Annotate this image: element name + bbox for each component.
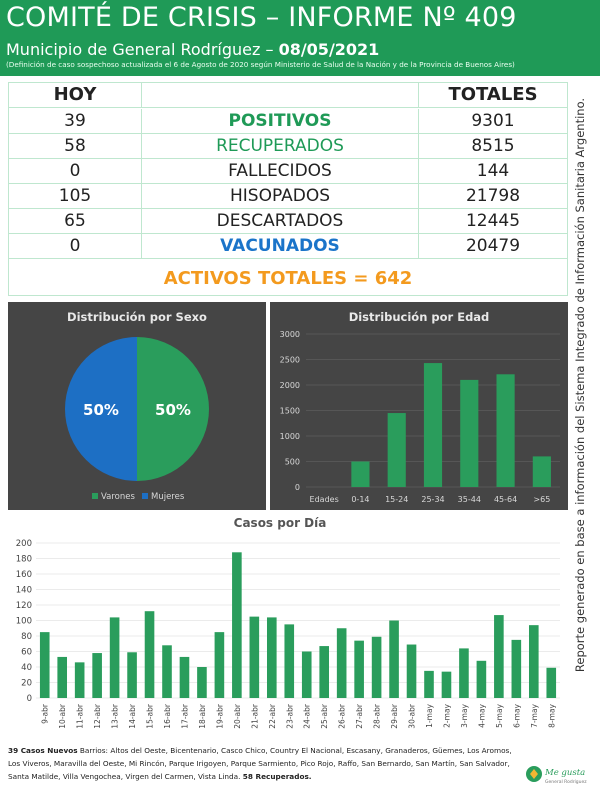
x-tick-label: 15-abr <box>145 704 155 729</box>
x-tick-label: 25-abr <box>320 704 330 729</box>
report-header <box>0 0 600 76</box>
total-value: 12445 <box>465 211 521 231</box>
age-bar-chart <box>270 302 568 510</box>
y-tick-label: 200 <box>15 539 32 549</box>
x-tick-label: 11-abr <box>75 704 85 729</box>
daily-bar <box>494 615 504 698</box>
daily-bar <box>75 662 85 698</box>
y-tick-label: 60 <box>21 647 32 658</box>
row-label: FALLECIDOS <box>142 159 419 183</box>
x-tick-label: 35-44 <box>457 495 481 504</box>
row-label: HISOPADOS <box>142 184 419 208</box>
y-tick-label: 120 <box>15 601 32 611</box>
x-tick-label: 6-may <box>512 704 522 728</box>
x-tick-label: 0-14 <box>351 495 370 504</box>
recovered-count: 58 Recuperados. <box>242 772 312 781</box>
x-tick-label: 17-abr <box>180 704 190 729</box>
pie-label: 50% <box>155 401 191 419</box>
x-tick-label: 20-abr <box>232 704 242 729</box>
x-tick-label: 5-may <box>494 704 504 728</box>
hoy-value: 0 <box>9 234 142 258</box>
x-tick-label: 4-may <box>477 704 487 728</box>
footer-text <box>8 744 518 783</box>
summary-table <box>8 82 568 296</box>
daily-bar <box>110 617 120 698</box>
y-tick-label: 180 <box>15 554 32 565</box>
x-tick-label: 45-64 <box>493 495 518 504</box>
municipality-logo <box>524 760 594 790</box>
total-value: 20479 <box>465 236 521 256</box>
barrios-list: Barrios: Altos del Oeste, Bicentenario, Casco Chico, Country El Nacional, Escasany, Granaderos, Güemes, Los Aromos, Los Viveros, Maravilla del Oeste, Mi Rincón, Parque Irigoyen, Parque Sarmiento, Pico Rojo, Raffo, San Bernardo, San Martín, San Salvador, Santa Matilde, Villa Vengochea, Virgen del Carmen, Vista Linda. <box>8 746 512 781</box>
x-tick-label: 22-abr <box>267 704 277 729</box>
daily-bar <box>546 668 556 698</box>
row-label: RECUPERADOS <box>142 134 419 158</box>
col-hoy-header: HOY <box>9 83 142 107</box>
daily-bar <box>40 632 50 698</box>
x-tick-label: 18-abr <box>197 704 207 729</box>
total-value: 9301 <box>471 111 515 131</box>
y-tick-label: 3000 <box>279 330 300 339</box>
x-tick-label: 10-abr <box>58 704 68 729</box>
table-row <box>9 209 567 234</box>
side-note-text: Reporte generado en base a información del Sistema Integrado de Información Sanitaria Argentino. <box>573 97 587 673</box>
y-tick-label: 100 <box>15 616 32 627</box>
age-bar <box>424 363 442 487</box>
daily-bar <box>162 645 172 698</box>
x-tick-label: 2-may <box>442 704 452 728</box>
daily-bar <box>389 621 399 699</box>
report-date: 08/05/2021 <box>278 40 380 59</box>
x-tick-label: 1-may <box>425 704 434 728</box>
y-tick-label: 1500 <box>279 406 300 416</box>
hoy-value: 58 <box>9 134 142 158</box>
x-tick-label: 19-abr <box>215 704 225 729</box>
y-tick-label: 1000 <box>279 432 300 441</box>
table-row <box>9 159 567 184</box>
x-tick-label: 16-abr <box>163 704 172 729</box>
x-tick-label: 29-abr <box>390 704 400 729</box>
daily-bar <box>92 653 102 698</box>
daily-bar <box>267 617 277 698</box>
hoy-value: 105 <box>9 184 142 208</box>
daily-bar <box>284 624 294 698</box>
daily-bar <box>302 652 312 699</box>
x-tick-label: 26-abr <box>337 704 347 729</box>
y-tick-label: 0 <box>294 483 300 492</box>
total-value: 21798 <box>465 186 521 206</box>
daily-bar <box>477 661 487 698</box>
daily-bar <box>512 640 522 698</box>
y-tick-label: 40 <box>21 663 32 673</box>
daily-bar <box>337 628 347 698</box>
daily-bar <box>354 641 364 698</box>
daily-bar <box>407 645 417 698</box>
definition-note: (Definición de caso sospechoso actualizada el 6 de Agosto de 2020 según Ministerio de Salud de la Nación y de la Provincia de Buenos Aires) <box>6 60 515 69</box>
x-tick-label: Edades <box>309 495 339 504</box>
legend-swatch <box>142 493 148 499</box>
table-row <box>9 109 567 134</box>
x-tick-label: 15-24 <box>385 495 409 504</box>
daily-bar <box>372 637 382 698</box>
table-row <box>9 184 567 209</box>
y-tick-label: 2000 <box>279 381 300 390</box>
legend-label: Varones <box>101 492 135 502</box>
logo-line2: General Rodríguez <box>545 780 587 785</box>
daily-bar <box>424 671 434 698</box>
x-tick-label: 27-abr <box>355 704 365 729</box>
y-tick-label: 80 <box>21 632 32 642</box>
age-bar <box>388 413 406 487</box>
x-tick-label: 8-may <box>547 704 557 728</box>
y-tick-label: 160 <box>15 570 32 580</box>
table-row <box>9 134 567 159</box>
logo-line1: Me gusta <box>545 768 586 778</box>
daily-bar <box>529 625 539 698</box>
x-tick-label: 12-abr <box>93 704 103 729</box>
daily-bar <box>319 646 329 698</box>
col-label-header <box>142 83 419 107</box>
legend-label: Mujeres <box>151 492 185 502</box>
report-title: COMITÉ DE CRISIS – INFORME Nº 409 <box>6 2 517 33</box>
activos-totales: ACTIVOS TOTALES = 642 <box>163 268 413 289</box>
daily-cases-chart <box>0 533 565 743</box>
hoy-value: 39 <box>9 109 142 133</box>
age-distribution-panel <box>270 302 568 510</box>
sex-chart-title: Distribución por Sexo <box>67 310 207 324</box>
age-bar <box>351 462 369 488</box>
daily-bar <box>232 552 242 698</box>
pie-label: 50% <box>83 401 119 419</box>
daily-bar <box>57 657 67 698</box>
x-tick-label: 24-abr <box>302 704 312 729</box>
x-tick-label: >65 <box>533 495 551 504</box>
row-label: DESCARTADOS <box>142 209 419 233</box>
x-tick-label: 23-abr <box>285 704 295 729</box>
sex-distribution-panel <box>8 302 266 510</box>
x-tick-label: 25-34 <box>421 495 445 504</box>
report-subtitle: Municipio de General Rodríguez – 08/05/2021 <box>6 40 380 59</box>
x-tick-label: 13-abr <box>110 704 120 729</box>
hoy-value: 0 <box>9 159 142 183</box>
age-bar <box>497 374 515 487</box>
x-tick-label: 9-abr <box>40 704 50 724</box>
legend-swatch <box>92 493 98 499</box>
daily-bar <box>215 632 225 698</box>
x-tick-label: 21-abr <box>250 704 260 729</box>
x-tick-label: 30-abr <box>407 704 417 729</box>
y-tick-label: 140 <box>15 585 32 596</box>
y-tick-label: 0 <box>26 694 32 704</box>
age-bar <box>460 380 478 487</box>
age-bar <box>533 456 551 487</box>
table-header-row <box>9 83 567 108</box>
hoy-value: 65 <box>9 209 142 233</box>
daily-bar <box>459 648 469 698</box>
x-tick-label: 14-abr <box>128 704 138 729</box>
daily-bar <box>127 652 137 698</box>
daily-bar <box>197 667 207 698</box>
x-tick-label: 7-may <box>529 704 539 728</box>
sex-pie-chart <box>8 302 266 510</box>
daily-bar <box>145 611 155 698</box>
new-cases-count: 39 Casos Nuevos <box>8 746 78 755</box>
total-value: 144 <box>476 161 510 181</box>
daily-bar <box>180 657 190 698</box>
row-label: POSITIVOS <box>142 109 419 133</box>
age-chart-title: Distribución por Edad <box>348 310 490 324</box>
daily-bar <box>442 672 452 698</box>
total-value: 8515 <box>471 136 515 156</box>
col-totales-header: TOTALES <box>448 84 538 105</box>
daily-bar <box>250 617 260 698</box>
y-tick-label: 20 <box>21 678 32 689</box>
y-tick-label: 2500 <box>279 355 300 365</box>
row-label: VACUNADOS <box>142 234 419 258</box>
y-tick-label: 500 <box>284 457 300 467</box>
daily-cases-title: Casos por Día <box>233 516 327 530</box>
x-tick-label: 3-may <box>459 704 469 728</box>
table-row <box>9 234 567 259</box>
x-tick-label: 28-abr <box>372 704 382 729</box>
